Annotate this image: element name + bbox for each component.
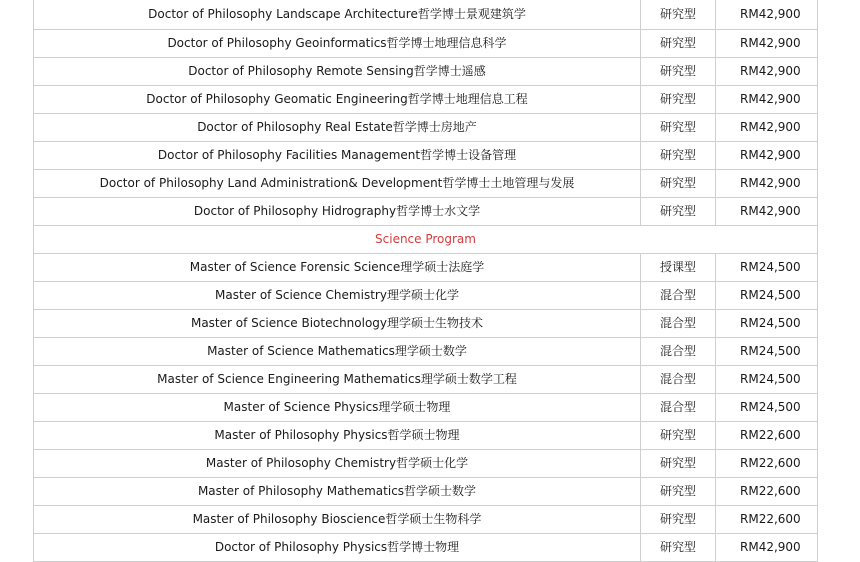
program-type-cell: 研究型	[641, 477, 716, 505]
program-type-cell: 研究型	[641, 505, 716, 533]
program-type-cell: 研究型	[641, 57, 716, 85]
table-row	[34, 309, 818, 337]
tuition-fee-cell: RM42,900	[716, 57, 818, 85]
program-name-cell: Doctor of Philosophy Remote Sensing哲学博士遥感	[34, 57, 641, 85]
program-type-cell: 研究型	[641, 29, 716, 57]
tuition-fee-cell: RM42,900	[716, 141, 818, 169]
tuition-fee-cell: RM24,500	[716, 281, 818, 309]
table-row	[34, 113, 818, 141]
program-type-cell: 研究型	[641, 197, 716, 225]
table-row	[34, 505, 818, 533]
tuition-fee-cell: RM42,900	[716, 169, 818, 197]
tuition-fee-cell: RM42,900	[716, 197, 818, 225]
program-type-cell: 研究型	[641, 533, 716, 561]
program-name-cell: Master of Science Forensic Science理学硕士法庭学	[34, 253, 641, 281]
table-row	[34, 393, 818, 421]
program-fee-table	[33, 0, 818, 562]
tuition-fee-cell: RM24,500	[716, 393, 818, 421]
table-row	[34, 281, 818, 309]
tuition-fee-cell: RM42,900	[716, 0, 818, 29]
program-type-cell: 研究型	[641, 141, 716, 169]
tuition-fee-cell: RM24,500	[716, 337, 818, 365]
program-name-cell: Master of Science Chemistry理学硕士化学	[34, 281, 641, 309]
program-name-cell: Master of Philosophy Chemistry哲学硕士化学	[34, 449, 641, 477]
tuition-fee-cell: RM24,500	[716, 253, 818, 281]
table-row	[34, 141, 818, 169]
table-row	[34, 197, 818, 225]
program-type-cell: 研究型	[641, 169, 716, 197]
program-name-cell: Doctor of Philosophy Geoinformatics哲学博士地理信息科学	[34, 29, 641, 57]
table-row	[34, 85, 818, 113]
program-name-cell: Master of Science Biotechnology理学硕士生物技术	[34, 309, 641, 337]
table-row	[34, 365, 818, 393]
table-body	[34, 0, 818, 561]
program-type-cell: 研究型	[641, 85, 716, 113]
table-row	[34, 421, 818, 449]
table-row	[34, 337, 818, 365]
table-row	[34, 0, 818, 29]
program-name-cell: Doctor of Philosophy Landscape Architecture哲学博士景观建筑学	[34, 0, 641, 29]
table-row	[34, 449, 818, 477]
tuition-fee-cell: RM42,900	[716, 85, 818, 113]
tuition-fee-cell: RM24,500	[716, 365, 818, 393]
program-name-cell: Doctor of Philosophy Facilities Management哲学博士设备管理	[34, 141, 641, 169]
program-name-cell: Master of Science Physics理学硕士物理	[34, 393, 641, 421]
section-header-row	[34, 225, 818, 253]
table-row	[34, 477, 818, 505]
table-row	[34, 57, 818, 85]
program-type-cell: 研究型	[641, 113, 716, 141]
table-row	[34, 169, 818, 197]
program-type-cell: 研究型	[641, 449, 716, 477]
program-name-cell: Doctor of Philosophy Real Estate哲学博士房地产	[34, 113, 641, 141]
program-name-cell: Doctor of Philosophy Physics哲学博士物理	[34, 533, 641, 561]
program-name-cell: Doctor of Philosophy Hidrography哲学博士水文学	[34, 197, 641, 225]
program-type-cell: 混合型	[641, 309, 716, 337]
program-name-cell: Master of Science Engineering Mathematics理学硕士数学工程	[34, 365, 641, 393]
program-name-cell: Doctor of Philosophy Geomatic Engineering哲学博士地理信息工程	[34, 85, 641, 113]
tuition-fee-cell: RM42,900	[716, 533, 818, 561]
program-type-cell: 研究型	[641, 421, 716, 449]
tuition-fee-cell: RM42,900	[716, 113, 818, 141]
tuition-fee-cell: RM22,600	[716, 421, 818, 449]
tuition-fee-cell: RM22,600	[716, 477, 818, 505]
table-row	[34, 253, 818, 281]
program-name-cell: Doctor of Philosophy Land Administration& Development哲学博士土地管理与发展	[34, 169, 641, 197]
program-name-cell: Master of Science Mathematics理学硕士数学	[34, 337, 641, 365]
program-type-cell: 授课型	[641, 253, 716, 281]
section-title: Science Program	[34, 225, 818, 253]
program-type-cell: 混合型	[641, 281, 716, 309]
program-name-cell: Master of Philosophy Bioscience哲学硕士生物科学	[34, 505, 641, 533]
program-name-cell: Master of Philosophy Physics哲学硕士物理	[34, 421, 641, 449]
tuition-fee-cell: RM22,600	[716, 449, 818, 477]
tuition-fee-cell: RM24,500	[716, 309, 818, 337]
tuition-fee-cell: RM22,600	[716, 505, 818, 533]
tuition-fee-cell: RM42,900	[716, 29, 818, 57]
program-name-cell: Master of Philosophy Mathematics哲学硕士数学	[34, 477, 641, 505]
program-type-cell: 混合型	[641, 393, 716, 421]
program-type-cell: 混合型	[641, 337, 716, 365]
program-type-cell: 研究型	[641, 0, 716, 29]
program-type-cell: 混合型	[641, 365, 716, 393]
table-row	[34, 29, 818, 57]
